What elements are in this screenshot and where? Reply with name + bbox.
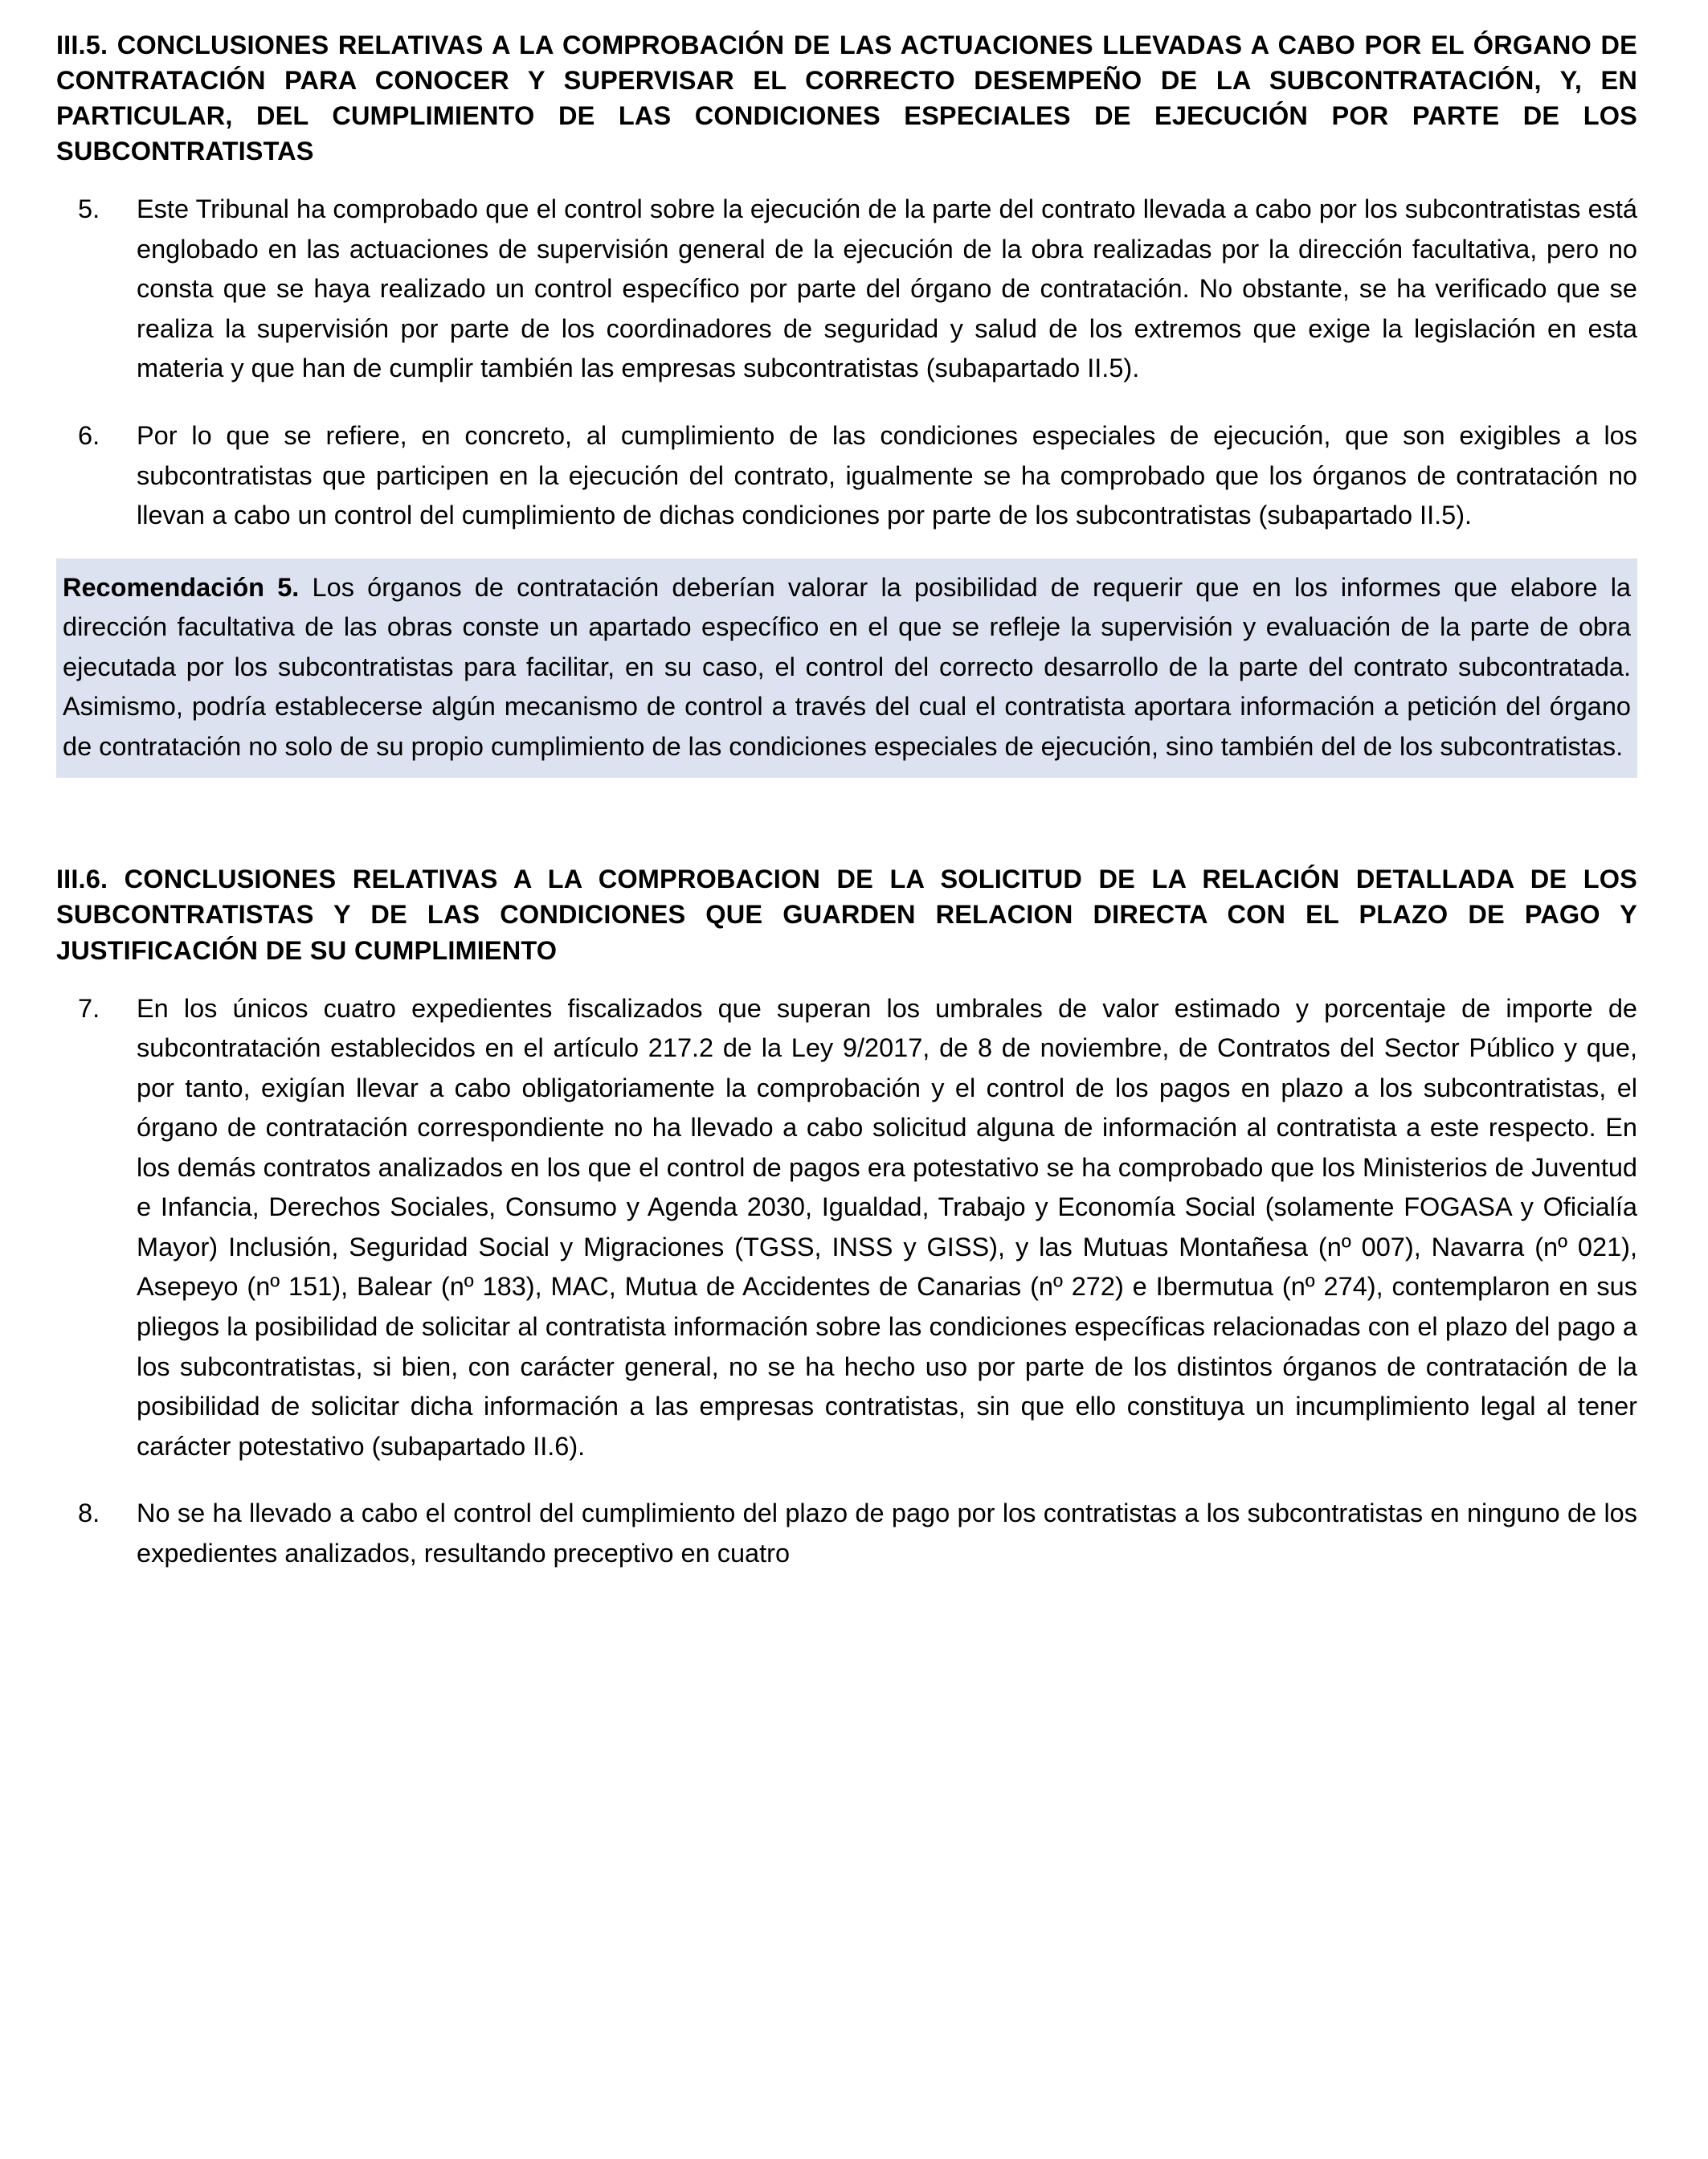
section-heading-iii5: III.5. CONCLUSIONES RELATIVAS A LA COMPROBACIÓN DE LAS ACTUACIONES LLEVADAS A CABO POR EL ÓRGANO DE CONTRATACIÓN PARA CONOCER Y SUPERVISAR EL CORRECTO DESEMPEÑO DE LA SUBCONTRATACIÓN, Y, EN PARTICULAR, DEL CUMPLIMIENTO DE LAS CONDICIONES ESPECIALES DE EJECUCIÓN POR PARTE DE LOS SUBCONTRATISTAS (56, 31, 1637, 166)
list-item-text: En los únicos cuatro expedientes fiscalizados que superan los umbrales de valor estimado y porcentaje de importe de subcontratación establecidos en el artículo 217.2 de la Ley 9/2017, de 8 de noviembre, de Contratos del Sector Público y que, por tanto, exigían llevar a cabo obligatoriamente la comprobación y el control de los pagos en plazo a los subcontratistas, el órgano de contratación correspondiente no ha llevado a cabo solicitud alguna de información al contratista a este respecto. En los demás contratos analizados en los que el control de pagos era potestativo se ha comprobado que los Ministerios de Juventud e Infancia, Derechos Sociales, Consumo y Agenda 2030, Igualdad, Trabajo y Economía Social (solamente FOGASA y Oficialía Mayor) Inclusión, Seguridad Social y Migraciones (TGSS, INSS y GISS), y las Mutuas Montañesa (nº 007), Navarra (nº 021), Asepeyo (nº 151), Balear (nº 183), MAC, Mutua de Accidentes de Canarias (nº 272) e Ibermutua (nº 274), contemplaron en sus pliegos la posibilidad de solicitar al contratista información sobre las condiciones específicas relacionadas con el plazo del pago a los subcontratistas, si bien, con carácter general, no se ha hecho uso por parte de los distintos órganos de contratación de la posibilidad de solicitar dicha información a las empresas contratistas, sin que ello constituya un incumplimiento legal al tener carácter potestativo (subapartado II.6). (137, 993, 1637, 1461)
section-heading-iii6: III.6. CONCLUSIONES RELATIVAS A LA COMPROBACION DE LA SOLICITUD DE LA RELACIÓN DETALLADA DE LOS SUBCONTRATISTAS Y DE LAS CONDICIONES QUE GUARDEN RELACION DIRECTA CON EL PLAZO DE PAGO Y JUSTIFICACIÓN DE SU CUMPLIMIENTO (56, 865, 1637, 965)
numbered-list-iii6 (56, 989, 1637, 1574)
list-item-text: No se ha llevado a cabo el control del cumplimiento del plazo de pago por los contratistas a los subcontratistas en ninguno de los expedientes analizados, resultando preceptivo en cuatro (137, 1499, 1637, 1568)
list-item-text: Este Tribunal ha comprobado que el control sobre la ejecución de la parte del contrato llevada a cabo por los subcontratistas está englobado en las actuaciones de supervisión general de la ejecución de la obra realizadas por la dirección facultativa, pero no consta que se haya realizado un control específico por parte del órgano de contratación. No obstante, se ha verificado que se realiza la supervisión por parte de los coordinadores de seguridad y salud de los extremos que exige la legislación en esta materia y que han de cumplir también las empresas subcontratistas (subapartado II.5). (137, 194, 1637, 383)
list-item-number: 5. (78, 194, 100, 224)
list-item-text: Por lo que se refiere, en concreto, al cumplimiento de las condiciones especiales de ejecución, que son exigibles a los subcontratistas que participen en la ejecución del contrato, igualmente se ha comprobado que los órganos de contratación no llevan a cabo un control del cumplimiento de dichas condiciones por parte de los subcontratistas (subapartado II.5). (137, 420, 1637, 530)
spacer (56, 778, 1637, 823)
recommendation-label: Recomendación 5. (63, 572, 300, 602)
spacer (56, 536, 1637, 547)
list-item (56, 1494, 1637, 1573)
recommendation-box (56, 558, 1637, 779)
list-item (56, 416, 1637, 536)
recommendation-text: Los órganos de contratación deberían valorar la posibilidad de requerir que en los informes que elabore la dirección facultativa de las obras conste un apartado específico en el que se refleje la supervisión y evaluación de la parte de obra ejecutada por los subcontratistas para facilitar, en su caso, el control del correcto desarrollo de la parte del contrato subcontratada. Asimismo, podría establecerse algún mecanismo de control a través del cual el contratista aportara información a petición del órgano de contratación no solo de su propio cumplimiento de las condiciones especiales de ejecución, sino también del de los subcontratistas. (63, 572, 1631, 761)
list-item-number: 7. (78, 993, 100, 1023)
list-item (56, 190, 1637, 389)
list-item (56, 989, 1637, 1467)
list-item-number: 6. (78, 420, 100, 450)
numbered-list-iii5 (56, 190, 1637, 536)
list-item-number: 8. (78, 1499, 100, 1528)
